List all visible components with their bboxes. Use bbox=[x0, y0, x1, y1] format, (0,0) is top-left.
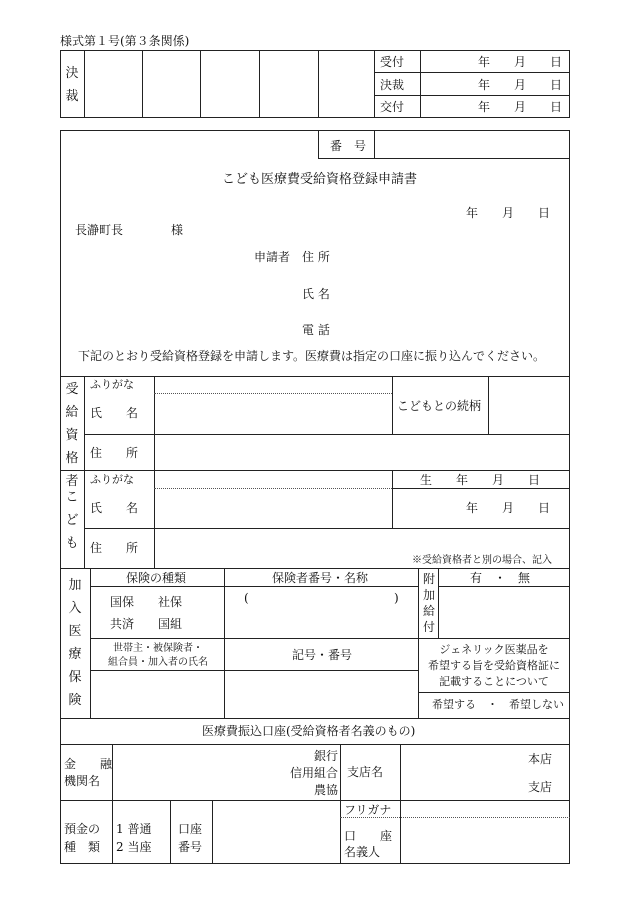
recipient-relation-label: こどもとの続柄 bbox=[397, 399, 482, 413]
recipient-furigana-label: ふりがな bbox=[90, 378, 134, 391]
applicant-phone-label: 電 話 bbox=[302, 323, 330, 337]
insurer-paren-close: ) bbox=[394, 591, 399, 605]
applicant-name-label: 氏 名 bbox=[302, 287, 330, 301]
approval-row-label: 決裁 bbox=[380, 78, 405, 92]
child-address-note: ※受給資格者と別の場合、記入 bbox=[412, 555, 552, 566]
child-birth-date[interactable]: 年 月 日 bbox=[466, 501, 551, 515]
deposit-type-options[interactable]: 1 普通 2 当座 bbox=[116, 822, 152, 854]
form-id: 様式第１号(第３条関係) bbox=[60, 34, 190, 48]
insurance-type-header: 保険の種類 bbox=[126, 571, 187, 585]
child-name-field[interactable] bbox=[156, 490, 390, 526]
approval-row-date: 年 月 日 bbox=[478, 78, 563, 92]
account-number-label: 口座 番号 bbox=[178, 822, 203, 854]
account-holder-field[interactable] bbox=[402, 819, 568, 862]
institution-field[interactable] bbox=[114, 746, 278, 798]
recipient-name-label: 氏 名 bbox=[90, 406, 139, 420]
attached-benefit-label: 附加給付 bbox=[422, 572, 435, 634]
recipient-name-field[interactable] bbox=[156, 395, 390, 432]
insurer-header: 保険者番号・名称 bbox=[272, 571, 369, 585]
number-label: 番 号 bbox=[330, 139, 367, 153]
attached-benefit-choice[interactable]: 有 ・ 無 bbox=[470, 571, 531, 585]
deposit-type-label: 預金の 種 類 bbox=[64, 822, 101, 854]
child-name-label: 氏 名 bbox=[90, 501, 139, 515]
insurance-group-label: 加入医療保険 bbox=[68, 578, 82, 708]
approval-label: 決裁 bbox=[65, 66, 79, 104]
symbol-number-label: 記号・番号 bbox=[292, 648, 353, 662]
branch-label: 支店名 bbox=[347, 765, 384, 779]
child-address-label: 住 所 bbox=[90, 541, 139, 555]
form-title: こども医療費受給資格登録申請書 bbox=[222, 172, 418, 187]
account-holder-label: 口 座 名義人 bbox=[344, 829, 393, 859]
addressee: 長瀞町長 様 bbox=[75, 223, 184, 237]
approval-row-date: 年 月 日 bbox=[478, 100, 563, 114]
institution-label: 金 融 機関名 bbox=[64, 757, 113, 788]
insurer-paren-open: ( bbox=[244, 591, 249, 605]
symbol-number-field[interactable] bbox=[226, 672, 416, 716]
application-date[interactable]: 年 月 日 bbox=[466, 206, 551, 220]
applicant-address-label: 住 所 bbox=[302, 250, 330, 264]
recipient-address-label: 住 所 bbox=[90, 446, 139, 460]
recipient-group-label: 受給資格者 bbox=[65, 382, 79, 489]
holder-name-field[interactable] bbox=[92, 672, 222, 716]
branch-types[interactable]: 本店 支店 bbox=[528, 752, 553, 794]
approval-row-date: 年 月 日 bbox=[478, 55, 563, 69]
number-field[interactable] bbox=[376, 132, 568, 156]
intro-text: 下記のとおり受給資格登録を申請します。医療費は指定の口座に振り込んでください。 bbox=[78, 349, 546, 363]
insurance-types-row1[interactable]: 国保 社保 bbox=[110, 595, 183, 609]
institution-types[interactable]: 銀行 信用組合 農協 bbox=[289, 749, 338, 797]
recipient-address-field[interactable] bbox=[156, 436, 568, 468]
child-furigana-label: ふりがな bbox=[90, 473, 134, 486]
child-group-label: こども bbox=[65, 490, 79, 551]
approval-row-label: 受付 bbox=[380, 55, 405, 69]
account-number-field[interactable] bbox=[214, 802, 338, 862]
child-birth-label: 生 年 月 日 bbox=[420, 473, 541, 487]
bank-header: 医療費振込口座(受給資格者名義のもの) bbox=[202, 724, 416, 738]
generic-drug-text: ジェネリック医薬品を 希望する旨を受給資格証に 記載することについて bbox=[428, 643, 560, 688]
approval-row-label: 交付 bbox=[380, 100, 405, 114]
generic-drug-choice[interactable]: 希望する ・ 希望しない bbox=[432, 698, 564, 711]
holder-name-label: 世帯主・被保険者・ 組合員・加入者の氏名 bbox=[108, 643, 208, 668]
insurer-field[interactable] bbox=[252, 590, 390, 608]
child-address-field[interactable] bbox=[156, 530, 568, 554]
applicant-prefix: 申請者 bbox=[254, 250, 291, 264]
account-furigana-label: フリガナ bbox=[344, 803, 392, 817]
insurance-types-row2[interactable]: 共済 国組 bbox=[110, 617, 183, 631]
